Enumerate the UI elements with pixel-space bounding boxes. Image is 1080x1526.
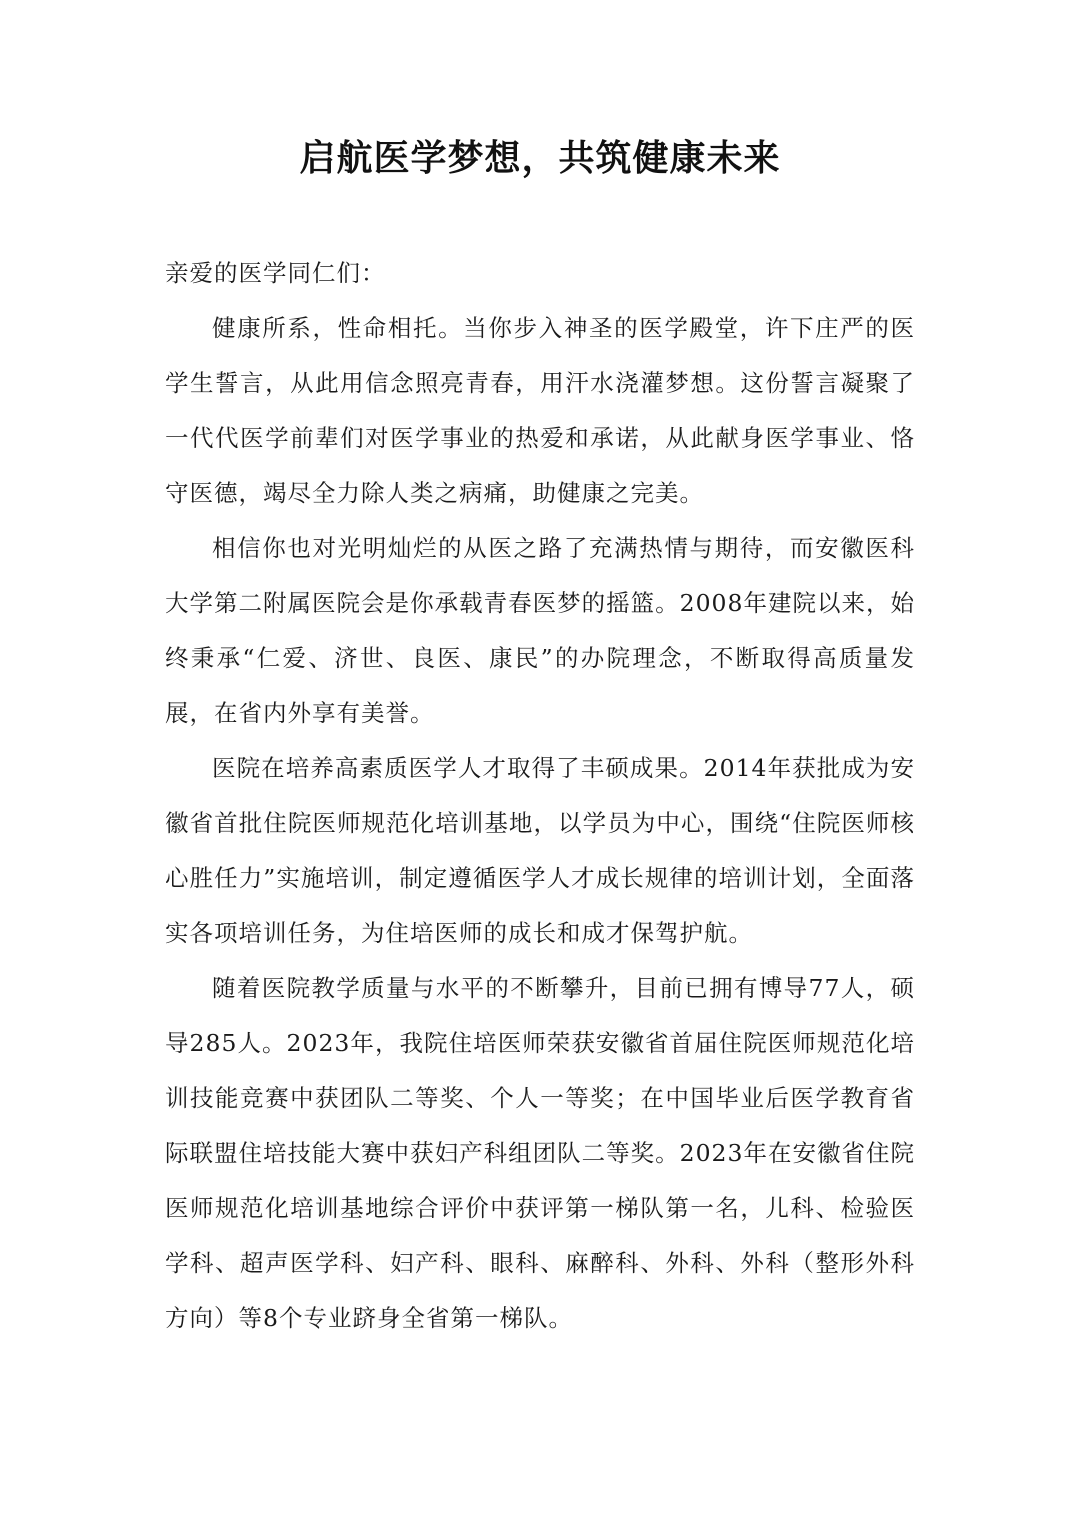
paragraph-3: 医院在培养高素质医学人才取得了丰硕成果。2014年获批成为安徽省首批住院医师规范化培训基地，以学员为中心，围绕“住院医师核心胜任力”实施培训，制定遵循医学人才成长规律的培训计划，全面落实各项培训任务，为住培医师的成长和成才保驾护航。	[165, 754, 915, 947]
paragraph-2: 相信你也对光明灿烂的从医之路了充满热情与期待，而安徽医科大学第二附属医院会是你承载青春医梦的摇篮。2008年建院以来，始终秉承“仁爱、济世、良医、康民”的办院理念，不断取得高质量发展，在省内外享有美誉。	[165, 534, 915, 727]
paragraph-4: 随着医院教学质量与水平的不断攀升，目前已拥有博导77人，硕导285人。2023年，我院住培医师荣获安徽省首届住院医师规范化培训技能竞赛中获团队二等奖、个人一等奖；在中国毕业后医学教育省际联盟住培技能大赛中获妇产科组团队二等奖。2023年在安徽省住院医师规范化培训基地综合评价中获评第一梯队第一名，儿科、检验医学科、超声医学科、妇产科、眼科、麻醉科、外科、外科（整形外科方向）等8个专业跻身全省第一梯队。	[165, 974, 915, 1332]
salutation: 亲爱的医学同仁们：	[165, 259, 386, 287]
document-body	[165, 246, 915, 1346]
paragraph-1: 健康所系，性命相托。当你步入神圣的医学殿堂，许下庄严的医学生誓言，从此用信念照亮青春，用汗水浇灌梦想。这份誓言凝聚了一代代医学前辈们对医学事业的热爱和承诺，从此献身医学事业、恪守医德，竭尽全力除人类之病痛，助健康之完美。	[165, 314, 915, 507]
document-title: 启航医学梦想，共筑健康未来	[299, 138, 781, 179]
